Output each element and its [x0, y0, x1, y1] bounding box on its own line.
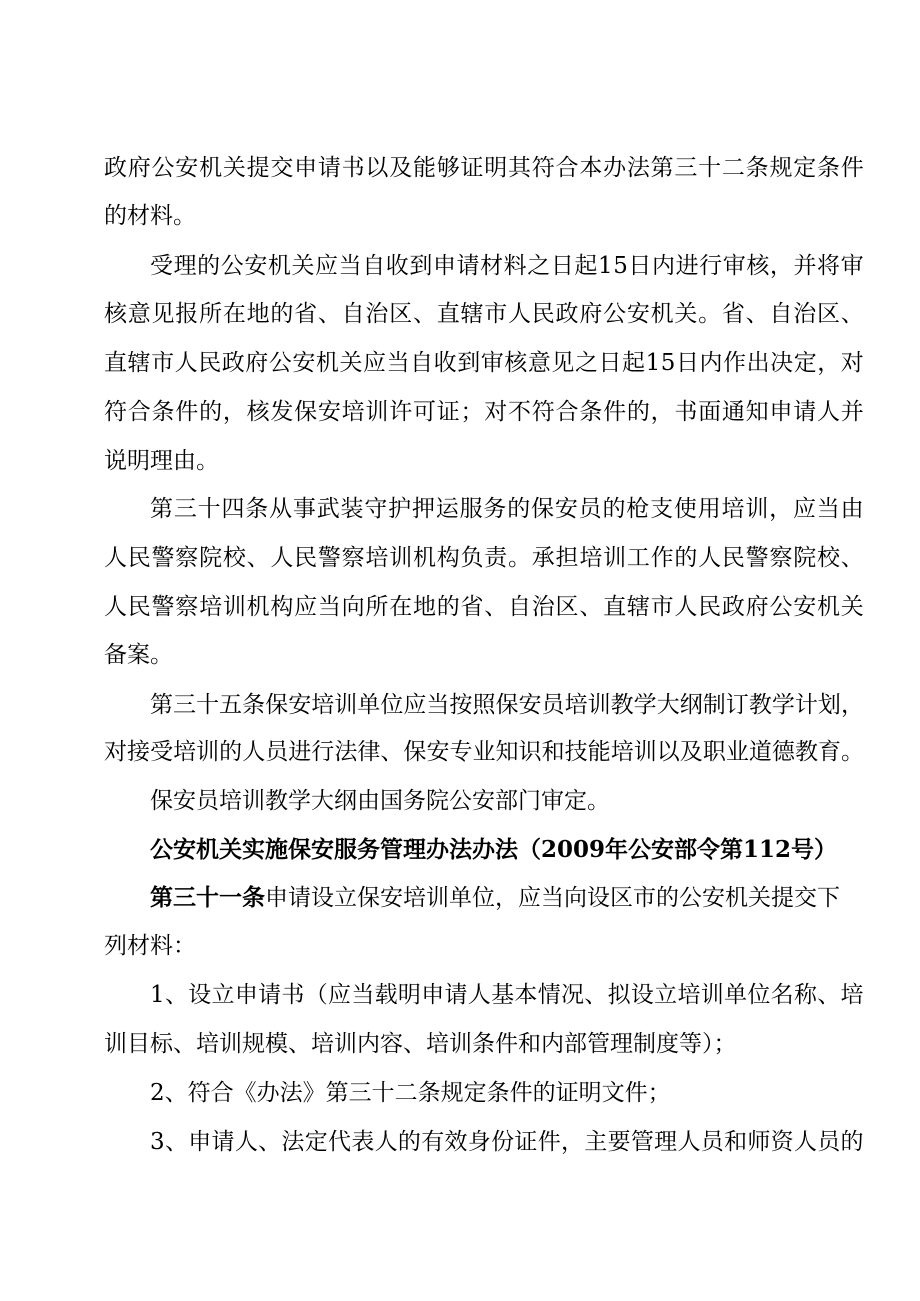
paragraph-line: 说明理由。 — [104, 448, 219, 474]
paragraph-line: 保安员培训教学大纲由国务院公安部门审定。 — [150, 788, 610, 814]
paragraph-line: 符 合 条 件 的 ， 核 发 保 安 培 训 许 可 证 ； 对 不 符 合 条 件 的 ， 书 面 通 知 申 请 人 并 — [104, 399, 864, 425]
paragraph-line: 列材料： — [104, 933, 196, 959]
paragraph-line: 政 府 公 安 机 关 提 交 申 请 书 以 及 能 够 证 明 其 符 合 本 办 法 第 三 十 二 条 规 定 条 件 — [104, 155, 864, 181]
paragraph-line: 对 接 受 培 训 的 人 员 进 行 法 律 、 保 安 专 业 知 识 和 技 能 培 训 以 及 职 业 道 德 教 育 。 — [104, 739, 864, 765]
section-heading: 公安机关实施保安服务管理办法办法（2009年公安部令第112号） — [150, 836, 838, 863]
article-text: 申请设立保安培训单位，应当向设区市的公安机关提交下 — [265, 885, 840, 911]
list-item-line: 2、符合《办法》第三十二条规定条件的证明文件； — [150, 1080, 671, 1106]
paragraph-line: 备案。 — [104, 642, 173, 668]
paragraph-line: 人 民 警 察 院 校 、 人 民 警 察 培 训 机 构 负 责 。 承 担 培 训 工 作 的 人 民 警 察 院 校 、 — [104, 545, 864, 571]
article-line — [150, 873, 864, 923]
paragraph-line: 直 辖 市 人 民 政 府 公 安 机 关 应 当 自 收 到 审 核 意 见 之 日 起 1 5 日 内 作 出 决 定 ， 对 — [104, 350, 864, 376]
paragraph-line: 第 三 十 五 条 保 安 培 训 单 位 应 当 按 照 保 安 员 培 训 教 学 大 纲 制 订 教 学 计 划 ， — [150, 692, 864, 718]
paragraph-line: 的材料。 — [104, 203, 196, 229]
list-item-line: 1 、 设 立 申 请 书 （ 应 当 载 明 申 请 人 基 本 情 况 、 拟 设 立 培 训 单 位 名 称 、 培 — [150, 982, 864, 1008]
paragraph-line: 核 意 见 报 所 在 地 的 省 、 自 治 区 、 直 辖 市 人 民 政 府 公 安 机 关 。 省 、 自 治 区 、 — [104, 301, 864, 327]
paragraph-line: 受 理 的 公 安 机 关 应 当 自 收 到 申 请 材 料 之 日 起 1 5 日 内 进 行 审 核 ， 并 将 审 — [150, 253, 864, 279]
list-item-line: 训目标、培训规模、培训内容、培训条件和内部管理制度等）； — [104, 1031, 737, 1057]
list-item-line: 3 、 申 请 人 、 法 定 代 表 人 的 有 效 身 份 证 件 ， 主 要 管 理 人 员 和 师 资 人 员 的 — [150, 1129, 864, 1155]
paragraph-line: 第 三 十 四 条 从 事 武 装 守 护 押 运 服 务 的 保 安 员 的 枪 支 使 用 培 训 ， 应 当 由 — [150, 496, 864, 522]
paragraph-line: 人 民 警 察 培 训 机 构 应 当 向 所 在 地 的 省 、 自 治 区 、 直 辖 市 人 民 政 府 公 安 机 关 — [104, 594, 864, 620]
article-label: 第三十一条 — [150, 884, 265, 911]
